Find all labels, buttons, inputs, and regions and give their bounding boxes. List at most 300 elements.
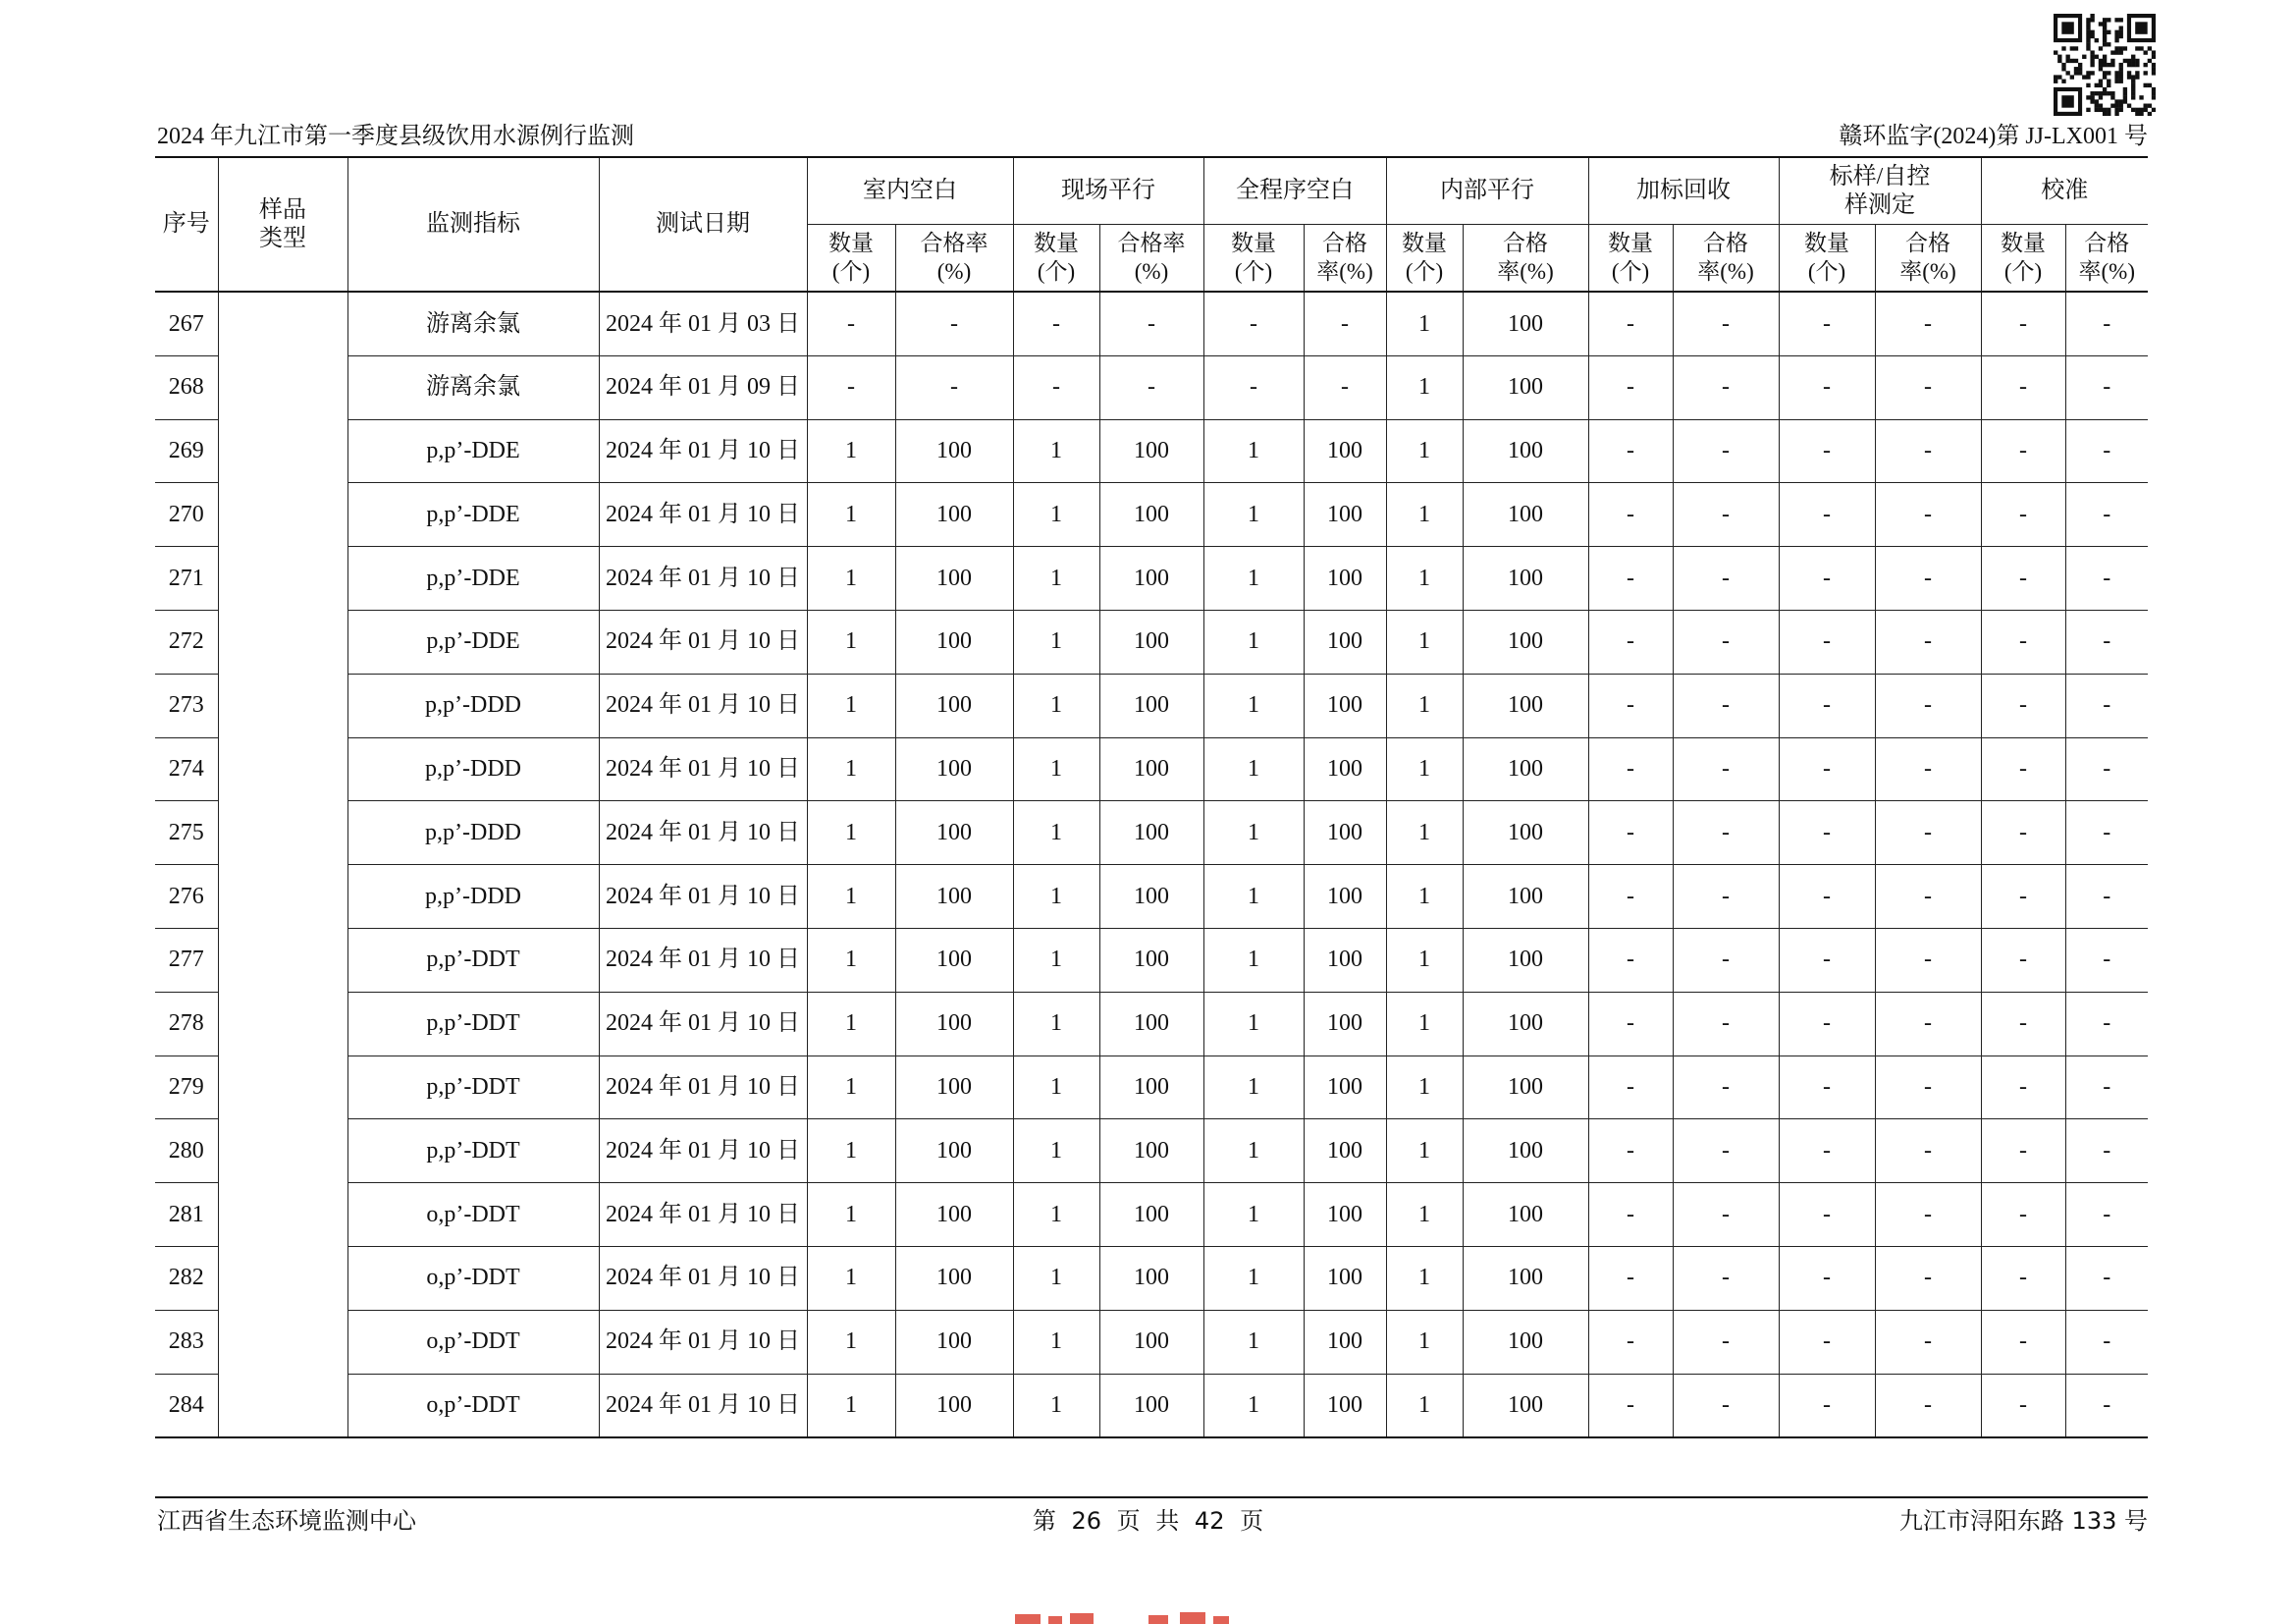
count-cell: - xyxy=(1981,928,2065,992)
pass-rate-cell: 100 xyxy=(1463,928,1588,992)
pass-rate-cell: 100 xyxy=(1463,483,1588,547)
count-cell: 1 xyxy=(1203,1374,1304,1437)
count-cell: 1 xyxy=(1203,1056,1304,1119)
indicator-cell: 游离余氯 xyxy=(347,292,599,355)
report-number: 赣环监字(2024)第 JJ-LX001 号 xyxy=(1839,124,2148,149)
pass-rate-cell: 100 xyxy=(1304,1374,1386,1437)
table-row xyxy=(155,483,2148,547)
count-cell: - xyxy=(1588,1246,1673,1310)
pass-rate-cell: 100 xyxy=(1463,674,1588,737)
row-index: 270 xyxy=(155,483,218,547)
count-label: 数量 xyxy=(2001,230,2047,255)
count-cell: - xyxy=(1779,1056,1875,1119)
indicator-cell: p,p’-DDT xyxy=(347,1056,599,1119)
rate-label: 合格 xyxy=(1322,230,1367,255)
pass-rate-cell: - xyxy=(2065,1246,2148,1310)
count-cell: 1 xyxy=(1203,801,1304,865)
count-cell: 1 xyxy=(807,928,895,992)
count-cell: - xyxy=(1588,737,1673,801)
count-cell: - xyxy=(1981,610,2065,674)
count-cell: 1 xyxy=(1203,1119,1304,1183)
pass-rate-cell: 100 xyxy=(895,610,1013,674)
pass-rate-cell: 100 xyxy=(1463,1183,1588,1247)
test-date-cell: 2024 年 01 月 10 日 xyxy=(599,1374,807,1437)
col-header-test-date: 测试日期 xyxy=(599,157,807,292)
count-cell: - xyxy=(1588,865,1673,929)
pass-rate-cell: - xyxy=(1875,419,1981,483)
count-cell: - xyxy=(1981,292,2065,355)
test-date-cell: 2024 年 01 月 10 日 xyxy=(599,547,807,611)
footer-divider xyxy=(155,1496,2148,1498)
count-cell: - xyxy=(1588,355,1673,419)
subheader-rate xyxy=(1304,225,1386,293)
count-cell: - xyxy=(1779,1246,1875,1310)
count-label: 数量 xyxy=(1034,230,1079,255)
count-cell: - xyxy=(1981,801,2065,865)
pass-rate-cell: - xyxy=(1673,865,1779,929)
pass-rate-cell: 100 xyxy=(1463,737,1588,801)
pass-rate-cell: 100 xyxy=(1304,737,1386,801)
pass-rate-cell: - xyxy=(1673,610,1779,674)
count-cell: - xyxy=(807,292,895,355)
count-cell: - xyxy=(1779,547,1875,611)
group-header-field-parallel: 现场平行 xyxy=(1013,157,1203,225)
row-index: 276 xyxy=(155,865,218,929)
count-cell: - xyxy=(1588,1056,1673,1119)
pass-rate-cell: 100 xyxy=(1304,610,1386,674)
count-cell: 1 xyxy=(1386,1056,1463,1119)
pass-rate-cell: - xyxy=(1099,292,1203,355)
rate-unit: (%) xyxy=(1134,258,1169,284)
pass-rate-cell: 100 xyxy=(1099,547,1203,611)
pass-rate-cell: - xyxy=(1099,355,1203,419)
rate-unit: (%) xyxy=(936,258,972,284)
pass-rate-cell: - xyxy=(1875,1119,1981,1183)
table-row xyxy=(155,992,2148,1056)
group-header-spike-recovery: 加标回收 xyxy=(1588,157,1779,225)
count-cell: - xyxy=(1779,801,1875,865)
pass-rate-cell: 100 xyxy=(1463,547,1588,611)
red-seal-fragment-icon xyxy=(1011,1610,1306,1624)
table-row xyxy=(155,674,2148,737)
pass-rate-cell: 100 xyxy=(895,1310,1013,1374)
count-cell: 1 xyxy=(1013,1310,1099,1374)
count-cell: 1 xyxy=(1203,928,1304,992)
rate-label: 合格 xyxy=(1503,230,1548,255)
count-cell: 1 xyxy=(1013,610,1099,674)
rate-label: 合格 xyxy=(1905,230,1950,255)
count-label: 数量 xyxy=(1608,230,1653,255)
row-index: 269 xyxy=(155,419,218,483)
count-cell: 1 xyxy=(1013,547,1099,611)
test-date-cell: 2024 年 01 月 10 日 xyxy=(599,865,807,929)
pass-rate-cell: 100 xyxy=(1463,865,1588,929)
row-index: 268 xyxy=(155,355,218,419)
count-cell: - xyxy=(1779,610,1875,674)
pass-rate-cell: - xyxy=(2065,355,2148,419)
pass-rate-cell: - xyxy=(2065,1119,2148,1183)
group-header-full-procedure-blank: 全程序空白 xyxy=(1203,157,1386,225)
row-index: 283 xyxy=(155,1310,218,1374)
pass-rate-cell: 100 xyxy=(1099,674,1203,737)
row-index: 275 xyxy=(155,801,218,865)
rate-unit: 率(%) xyxy=(1899,258,1956,284)
pass-rate-cell: - xyxy=(2065,865,2148,929)
pass-rate-cell: - xyxy=(1875,801,1981,865)
count-cell: - xyxy=(1981,992,2065,1056)
row-index: 277 xyxy=(155,928,218,992)
pass-rate-cell: - xyxy=(1875,547,1981,611)
pass-rate-cell: 100 xyxy=(895,419,1013,483)
indicator-cell: p,p’-DDD xyxy=(347,865,599,929)
count-cell: 1 xyxy=(807,1056,895,1119)
test-date-cell: 2024 年 01 月 10 日 xyxy=(599,610,807,674)
rate-label: 合格率 xyxy=(1117,230,1186,255)
pass-rate-cell: - xyxy=(1875,674,1981,737)
pass-rate-cell: - xyxy=(1673,1374,1779,1437)
count-cell: - xyxy=(1588,483,1673,547)
count-unit: (个) xyxy=(1405,258,1444,284)
count-cell: 1 xyxy=(1386,292,1463,355)
sample-type-cell xyxy=(218,292,347,1437)
pass-rate-cell: 100 xyxy=(895,483,1013,547)
pass-rate-cell: 100 xyxy=(895,1119,1013,1183)
row-index: 284 xyxy=(155,1374,218,1437)
count-cell: 1 xyxy=(1203,547,1304,611)
count-cell: 1 xyxy=(1013,419,1099,483)
pass-rate-cell: 100 xyxy=(1463,1374,1588,1437)
pass-rate-cell: 100 xyxy=(1099,1119,1203,1183)
table-row xyxy=(155,1119,2148,1183)
pass-rate-cell: 100 xyxy=(895,928,1013,992)
indicator-cell: p,p’-DDT xyxy=(347,928,599,992)
count-cell: 1 xyxy=(1013,865,1099,929)
subheader-rate xyxy=(1673,225,1779,293)
pass-rate-cell: 100 xyxy=(895,547,1013,611)
indicator-cell: o,p’-DDT xyxy=(347,1374,599,1437)
count-cell: 1 xyxy=(1013,1246,1099,1310)
pass-rate-cell: - xyxy=(1673,1310,1779,1374)
pass-rate-cell: 100 xyxy=(895,1374,1013,1437)
pass-rate-cell: 100 xyxy=(895,801,1013,865)
pass-rate-cell: 100 xyxy=(895,1183,1013,1247)
pass-rate-cell: - xyxy=(1673,737,1779,801)
pass-rate-cell: - xyxy=(1875,737,1981,801)
subheader-count xyxy=(1588,225,1673,293)
pass-rate-cell: - xyxy=(2065,292,2148,355)
test-date-cell: 2024 年 01 月 10 日 xyxy=(599,1183,807,1247)
pass-rate-cell: 100 xyxy=(1463,355,1588,419)
pass-rate-cell: 100 xyxy=(1304,674,1386,737)
pass-rate-cell: - xyxy=(2065,928,2148,992)
count-cell: 1 xyxy=(1386,865,1463,929)
count-cell: 1 xyxy=(1013,1183,1099,1247)
row-index: 273 xyxy=(155,674,218,737)
pass-rate-cell: - xyxy=(1673,1119,1779,1183)
indicator-cell: p,p’-DDE xyxy=(347,483,599,547)
count-cell: 1 xyxy=(1013,1374,1099,1437)
count-cell: 1 xyxy=(1013,801,1099,865)
test-date-cell: 2024 年 01 月 10 日 xyxy=(599,1246,807,1310)
count-cell: - xyxy=(1588,1374,1673,1437)
pass-rate-cell: 100 xyxy=(1304,801,1386,865)
pass-rate-cell: 100 xyxy=(895,865,1013,929)
pass-rate-cell: 100 xyxy=(1099,1246,1203,1310)
test-date-cell: 2024 年 01 月 09 日 xyxy=(599,355,807,419)
pass-rate-cell: 100 xyxy=(1304,928,1386,992)
count-cell: - xyxy=(1779,737,1875,801)
count-cell: - xyxy=(1981,737,2065,801)
count-cell: - xyxy=(1981,865,2065,929)
pass-rate-cell: 100 xyxy=(1463,419,1588,483)
pass-rate-cell: 100 xyxy=(1463,801,1588,865)
count-cell: 1 xyxy=(1386,419,1463,483)
count-cell: - xyxy=(1588,992,1673,1056)
count-cell: - xyxy=(807,355,895,419)
footer-page-info: 第 26 页 共 42 页 xyxy=(1032,1507,1264,1535)
pass-rate-cell: - xyxy=(2065,674,2148,737)
pass-rate-cell: 100 xyxy=(1463,292,1588,355)
count-cell: 1 xyxy=(807,737,895,801)
pass-rate-cell: - xyxy=(1673,992,1779,1056)
pass-rate-cell: - xyxy=(2065,737,2148,801)
table-row xyxy=(155,610,2148,674)
count-cell: - xyxy=(1588,928,1673,992)
group-header-standard-sample-text: 标样/自控样测定 xyxy=(1829,163,1931,218)
count-label: 数量 xyxy=(1804,230,1849,255)
count-cell: 1 xyxy=(807,483,895,547)
count-cell: 1 xyxy=(807,610,895,674)
pass-rate-cell: 100 xyxy=(1099,610,1203,674)
count-cell: - xyxy=(1779,1374,1875,1437)
table-row xyxy=(155,737,2148,801)
pass-rate-cell: - xyxy=(1875,1246,1981,1310)
count-cell: - xyxy=(1588,801,1673,865)
row-index: 278 xyxy=(155,992,218,1056)
pass-rate-cell: 100 xyxy=(895,737,1013,801)
count-cell: 1 xyxy=(1386,610,1463,674)
count-cell: 1 xyxy=(1203,1183,1304,1247)
subheader-rate xyxy=(1099,225,1203,293)
count-cell: 1 xyxy=(1013,483,1099,547)
count-cell: 1 xyxy=(1386,483,1463,547)
count-cell: 1 xyxy=(1386,1374,1463,1437)
count-cell: - xyxy=(1981,483,2065,547)
pass-rate-cell: 100 xyxy=(1463,610,1588,674)
table-row xyxy=(155,1310,2148,1374)
count-cell: - xyxy=(1981,1374,2065,1437)
row-index: 279 xyxy=(155,1056,218,1119)
rate-unit: 率(%) xyxy=(1497,258,1554,284)
indicator-cell: p,p’-DDD xyxy=(347,674,599,737)
count-cell: - xyxy=(1203,292,1304,355)
pass-rate-cell: - xyxy=(2065,1056,2148,1119)
count-cell: 1 xyxy=(1203,737,1304,801)
pass-rate-cell: - xyxy=(1875,355,1981,419)
count-cell: 1 xyxy=(1203,483,1304,547)
count-cell: - xyxy=(1013,292,1099,355)
pass-rate-cell: - xyxy=(1875,1183,1981,1247)
pass-rate-cell: 100 xyxy=(1304,865,1386,929)
col-header-sample-type xyxy=(218,157,347,292)
pass-rate-cell: - xyxy=(1673,419,1779,483)
count-cell: - xyxy=(1203,355,1304,419)
count-cell: - xyxy=(1779,483,1875,547)
qr-code-icon xyxy=(2054,14,2156,116)
test-date-cell: 2024 年 01 月 10 日 xyxy=(599,419,807,483)
test-date-cell: 2024 年 01 月 10 日 xyxy=(599,1310,807,1374)
count-cell: 1 xyxy=(1386,928,1463,992)
group-header-standard-sample xyxy=(1779,157,1981,225)
pass-rate-cell: - xyxy=(2065,1183,2148,1247)
count-cell: 1 xyxy=(1386,1246,1463,1310)
group-header-lab-blank: 室内空白 xyxy=(807,157,1013,225)
pass-rate-cell: 100 xyxy=(1463,992,1588,1056)
report-title: 2024 年九江市第一季度县级饮用水源例行监测 xyxy=(157,124,634,149)
count-unit: (个) xyxy=(2003,258,2043,284)
test-date-cell: 2024 年 01 月 10 日 xyxy=(599,928,807,992)
col-header-indicator: 监测指标 xyxy=(347,157,599,292)
pass-rate-cell: 100 xyxy=(1304,1246,1386,1310)
table-row xyxy=(155,355,2148,419)
qc-statistics-table xyxy=(155,156,2148,1438)
count-cell: 1 xyxy=(1386,1119,1463,1183)
pass-rate-cell: 100 xyxy=(1304,1183,1386,1247)
count-cell: 1 xyxy=(1386,674,1463,737)
indicator-cell: o,p’-DDT xyxy=(347,1183,599,1247)
count-cell: - xyxy=(1588,1183,1673,1247)
count-cell: 1 xyxy=(1203,419,1304,483)
pass-rate-cell: 100 xyxy=(1304,992,1386,1056)
count-cell: - xyxy=(1588,674,1673,737)
pass-rate-cell: - xyxy=(2065,419,2148,483)
indicator-cell: p,p’-DDE xyxy=(347,419,599,483)
table-row xyxy=(155,1183,2148,1247)
pass-rate-cell: 100 xyxy=(1463,1310,1588,1374)
pass-rate-cell: 100 xyxy=(1099,483,1203,547)
count-label: 数量 xyxy=(1402,230,1447,255)
pass-rate-cell: - xyxy=(1875,992,1981,1056)
count-cell: 1 xyxy=(807,1246,895,1310)
rate-unit: 率(%) xyxy=(1697,258,1754,284)
pass-rate-cell: 100 xyxy=(1099,1056,1203,1119)
count-cell: 1 xyxy=(1203,1310,1304,1374)
count-cell: 1 xyxy=(1013,928,1099,992)
rate-label: 合格率 xyxy=(920,230,988,255)
test-date-cell: 2024 年 01 月 10 日 xyxy=(599,801,807,865)
pass-rate-cell: - xyxy=(2065,1374,2148,1437)
count-unit: (个) xyxy=(831,258,871,284)
table-row xyxy=(155,1374,2148,1437)
pass-rate-cell: - xyxy=(2065,483,2148,547)
table-row xyxy=(155,1056,2148,1119)
test-date-cell: 2024 年 01 月 10 日 xyxy=(599,483,807,547)
pass-rate-cell: 100 xyxy=(1463,1246,1588,1310)
pass-rate-cell: - xyxy=(1875,928,1981,992)
count-cell: - xyxy=(1981,419,2065,483)
pass-rate-cell: 100 xyxy=(1099,419,1203,483)
count-cell: 1 xyxy=(1013,737,1099,801)
count-cell: - xyxy=(1981,1183,2065,1247)
pass-rate-cell: - xyxy=(1875,292,1981,355)
count-cell: 1 xyxy=(1386,547,1463,611)
count-label: 数量 xyxy=(828,230,874,255)
test-date-cell: 2024 年 01 月 10 日 xyxy=(599,1056,807,1119)
pass-rate-cell: 100 xyxy=(1463,1119,1588,1183)
count-cell: - xyxy=(1981,1119,2065,1183)
indicator-cell: p,p’-DDT xyxy=(347,992,599,1056)
pass-rate-cell: - xyxy=(1304,292,1386,355)
count-cell: - xyxy=(1981,355,2065,419)
pass-rate-cell: 100 xyxy=(895,992,1013,1056)
count-cell: 1 xyxy=(1386,801,1463,865)
table-row xyxy=(155,865,2148,929)
indicator-cell: p,p’-DDE xyxy=(347,547,599,611)
count-cell: 1 xyxy=(807,1374,895,1437)
row-index: 281 xyxy=(155,1183,218,1247)
row-index: 271 xyxy=(155,547,218,611)
count-cell: - xyxy=(1588,292,1673,355)
count-cell: - xyxy=(1013,355,1099,419)
count-unit: (个) xyxy=(1234,258,1273,284)
test-date-cell: 2024 年 01 月 10 日 xyxy=(599,992,807,1056)
count-cell: 1 xyxy=(1013,1056,1099,1119)
pass-rate-cell: 100 xyxy=(1304,483,1386,547)
table-row xyxy=(155,419,2148,483)
table-row xyxy=(155,928,2148,992)
indicator-cell: p,p’-DDD xyxy=(347,737,599,801)
pass-rate-cell: - xyxy=(1304,355,1386,419)
count-cell: - xyxy=(1981,1310,2065,1374)
indicator-cell: p,p’-DDD xyxy=(347,801,599,865)
count-cell: 1 xyxy=(807,1310,895,1374)
count-cell: 1 xyxy=(807,1183,895,1247)
pass-rate-cell: - xyxy=(1673,674,1779,737)
count-cell: 1 xyxy=(1386,1310,1463,1374)
pass-rate-cell: - xyxy=(1875,610,1981,674)
pass-rate-cell: - xyxy=(1875,1374,1981,1437)
table-row xyxy=(155,801,2148,865)
pass-rate-cell: 100 xyxy=(895,674,1013,737)
pass-rate-cell: 100 xyxy=(1099,737,1203,801)
table-row xyxy=(155,547,2148,611)
pass-rate-cell: - xyxy=(1673,1183,1779,1247)
pass-rate-cell: - xyxy=(1875,865,1981,929)
count-cell: 1 xyxy=(807,801,895,865)
pass-rate-cell: - xyxy=(2065,801,2148,865)
count-cell: - xyxy=(1779,355,1875,419)
pass-rate-cell: - xyxy=(895,355,1013,419)
subheader-count xyxy=(1203,225,1304,293)
subheader-count xyxy=(1981,225,2065,293)
pass-rate-cell: 100 xyxy=(1099,1310,1203,1374)
pass-rate-cell: - xyxy=(1673,928,1779,992)
pass-rate-cell: - xyxy=(2065,992,2148,1056)
pass-rate-cell: 100 xyxy=(1304,547,1386,611)
count-unit: (个) xyxy=(1037,258,1076,284)
count-cell: - xyxy=(1779,674,1875,737)
pass-rate-cell: - xyxy=(895,292,1013,355)
pass-rate-cell: - xyxy=(2065,610,2148,674)
count-unit: (个) xyxy=(1807,258,1846,284)
group-header-internal-parallel: 内部平行 xyxy=(1386,157,1588,225)
count-unit: (个) xyxy=(1611,258,1650,284)
count-cell: 1 xyxy=(1013,992,1099,1056)
row-index: 282 xyxy=(155,1246,218,1310)
indicator-cell: p,p’-DDT xyxy=(347,1119,599,1183)
count-cell: - xyxy=(1981,674,2065,737)
count-cell: 1 xyxy=(1386,1183,1463,1247)
